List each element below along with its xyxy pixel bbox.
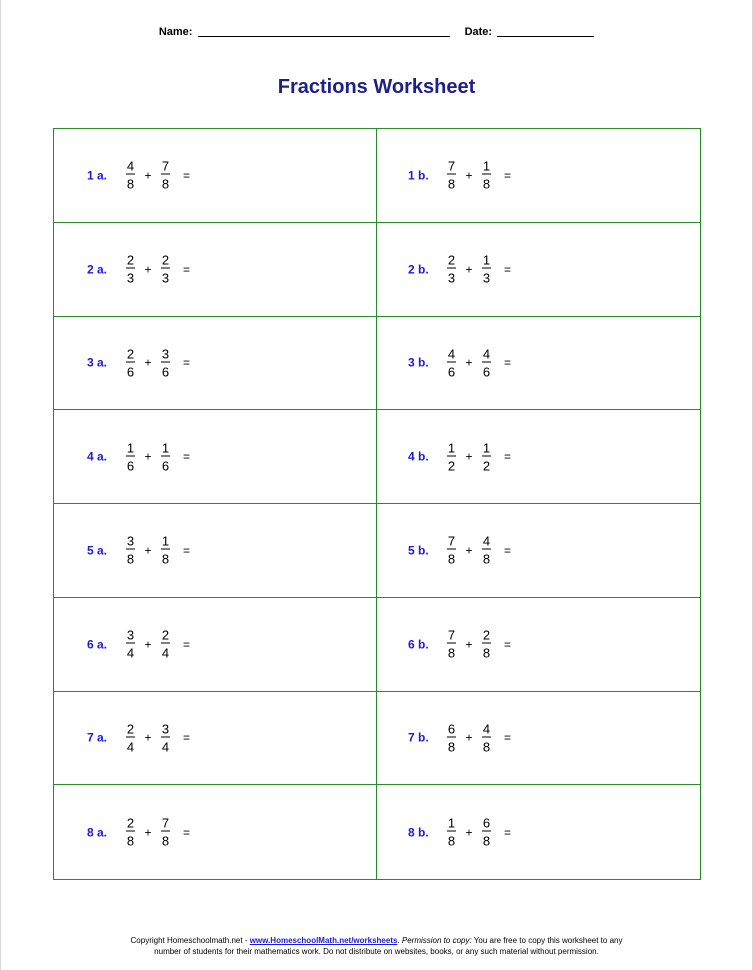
plus-sign: +: [465, 168, 473, 183]
problem-label: 8 a.: [87, 825, 108, 840]
footer-line-1: [0, 935, 753, 946]
fraction-1: [445, 346, 458, 379]
fraction-2: [159, 346, 172, 379]
denominator: 3: [161, 270, 170, 286]
header-line: [0, 26, 753, 38]
plus-sign: +: [465, 543, 473, 558]
numerator: 3: [161, 346, 170, 362]
footer-link[interactable]: www.HomeschoolMath.net/worksheets: [249, 936, 398, 945]
denominator: 8: [447, 551, 456, 567]
problem-label: 7 a.: [87, 730, 108, 745]
fraction-2: [480, 534, 493, 567]
equals-sign: =: [503, 730, 511, 745]
fraction-1: [124, 721, 137, 754]
problem: [87, 346, 190, 379]
plus-sign: +: [465, 730, 473, 745]
fraction-2: [159, 721, 172, 754]
numerator: 6: [482, 815, 491, 831]
equals-sign: =: [503, 355, 511, 370]
denominator: 8: [126, 833, 135, 849]
denominator: 8: [482, 739, 491, 755]
problem: [408, 816, 511, 849]
numerator: 4: [126, 158, 135, 174]
numerator: 2: [126, 815, 135, 831]
problem-cell: [377, 317, 700, 411]
numerator: 4: [482, 721, 491, 737]
problem-cell: [377, 785, 700, 879]
fraction-2: [480, 816, 493, 849]
fraction-2: [480, 253, 493, 286]
denominator: 8: [126, 551, 135, 567]
numerator: 7: [447, 158, 456, 174]
numerator: 1: [161, 533, 170, 549]
problem: [408, 159, 511, 192]
denominator: 3: [447, 270, 456, 286]
denominator: 6: [126, 364, 135, 380]
worksheet-title: Fractions Worksheet: [277, 76, 476, 98]
plus-sign: +: [144, 355, 152, 370]
problem-label: 2 b.: [408, 262, 429, 277]
denominator: 6: [447, 364, 456, 380]
fraction-1: [445, 534, 458, 567]
numerator: 1: [447, 440, 456, 456]
plus-sign: +: [144, 543, 152, 558]
problem-label: 7 b.: [408, 730, 429, 745]
problem-label: 6 a.: [87, 637, 108, 652]
denominator: 8: [161, 176, 170, 192]
plus-sign: +: [465, 449, 473, 464]
numerator: 2: [161, 627, 170, 643]
plus-sign: +: [144, 637, 152, 652]
numerator: 1: [482, 252, 491, 268]
problem-label: 1 a.: [87, 168, 108, 183]
numerator: 3: [161, 721, 170, 737]
plus-sign: +: [144, 730, 152, 745]
problem-label: 3 b.: [408, 355, 429, 370]
fraction-2: [159, 440, 172, 473]
fraction-2: [480, 721, 493, 754]
denominator: 2: [482, 458, 491, 474]
numerator: 6: [447, 721, 456, 737]
problem-cell: [377, 504, 700, 598]
problem-label: 2 a.: [87, 262, 108, 277]
fraction-2: [480, 440, 493, 473]
equals-sign: =: [182, 825, 190, 840]
fraction-2: [480, 159, 493, 192]
equals-sign: =: [182, 543, 190, 558]
problem: [408, 628, 511, 661]
footer-copyright: [0, 935, 753, 957]
denominator: 8: [126, 176, 135, 192]
numerator: 2: [482, 627, 491, 643]
equals-sign: =: [503, 637, 511, 652]
equals-sign: =: [182, 262, 190, 277]
fraction-1: [124, 816, 137, 849]
date-label: Date:: [464, 26, 493, 38]
fraction-1: [124, 253, 137, 286]
fraction-2: [159, 628, 172, 661]
problem-cell: [54, 598, 377, 692]
plus-sign: +: [465, 262, 473, 277]
denominator: 3: [126, 270, 135, 286]
fraction-2: [159, 253, 172, 286]
equals-sign: =: [182, 355, 190, 370]
numerator: 3: [126, 627, 135, 643]
problem-label: 5 a.: [87, 543, 108, 558]
problem-label: 6 b.: [408, 637, 429, 652]
fraction-1: [124, 534, 137, 567]
problem: [87, 628, 190, 661]
fraction-1: [445, 628, 458, 661]
problem-cell: [377, 598, 700, 692]
problem: [87, 440, 190, 473]
denominator: 8: [447, 645, 456, 661]
name-label: Name:: [158, 26, 193, 38]
problem-cell: [54, 223, 377, 317]
fraction-2: [159, 816, 172, 849]
numerator: 2: [126, 721, 135, 737]
numerator: 4: [482, 533, 491, 549]
problem-cell: [377, 223, 700, 317]
footer-separator: .: [397, 936, 402, 945]
numerator: 7: [161, 815, 170, 831]
numerator: 7: [161, 158, 170, 174]
problem-label: 3 a.: [87, 355, 108, 370]
problem: [87, 159, 190, 192]
footer-permission-text: You are free to copy this worksheet to any: [471, 936, 623, 945]
denominator: 6: [126, 458, 135, 474]
fraction-1: [445, 159, 458, 192]
denominator: 6: [161, 364, 170, 380]
problem-label: 4 a.: [87, 449, 108, 464]
denominator: 8: [447, 739, 456, 755]
denominator: 8: [447, 833, 456, 849]
numerator: 1: [482, 440, 491, 456]
numerator: 2: [447, 252, 456, 268]
numerator: 1: [482, 158, 491, 174]
fraction-1: [124, 346, 137, 379]
numerator: 7: [447, 627, 456, 643]
problem-label: 1 b.: [408, 168, 429, 183]
problem-cell: [54, 504, 377, 598]
numerator: 4: [482, 346, 491, 362]
fraction-2: [159, 534, 172, 567]
problem-label: 5 b.: [408, 543, 429, 558]
equals-sign: =: [503, 825, 511, 840]
equals-sign: =: [182, 730, 190, 745]
equals-sign: =: [182, 637, 190, 652]
footer-permission-label: Permission to copy:: [401, 936, 472, 945]
problem: [408, 721, 511, 754]
denominator: 8: [482, 645, 491, 661]
denominator: 2: [447, 458, 456, 474]
numerator: 2: [126, 346, 135, 362]
problem: [408, 253, 511, 286]
denominator: 6: [482, 364, 491, 380]
numerator: 4: [447, 346, 456, 362]
denominator: 8: [447, 176, 456, 192]
problem-grid: [53, 128, 701, 880]
problem-cell: [54, 129, 377, 223]
numerator: 1: [126, 440, 135, 456]
problem-cell: [377, 410, 700, 504]
numerator: 1: [447, 815, 456, 831]
problem: [87, 534, 190, 567]
equals-sign: =: [503, 262, 511, 277]
problem-cell: [54, 692, 377, 786]
fraction-1: [124, 440, 137, 473]
fraction-1: [445, 440, 458, 473]
denominator: 8: [161, 833, 170, 849]
plus-sign: +: [144, 449, 152, 464]
equals-sign: =: [182, 168, 190, 183]
numerator: 3: [126, 533, 135, 549]
problem-label: 8 b.: [408, 825, 429, 840]
date-blank-line[interactable]: [497, 26, 594, 37]
denominator: 8: [161, 551, 170, 567]
plus-sign: +: [465, 637, 473, 652]
denominator: 3: [482, 270, 491, 286]
problem-cell: [377, 129, 700, 223]
plus-sign: +: [144, 825, 152, 840]
fraction-1: [445, 253, 458, 286]
problem: [408, 346, 511, 379]
problem-cell: [377, 692, 700, 786]
fraction-2: [159, 159, 172, 192]
problem-label: 4 b.: [408, 449, 429, 464]
fraction-2: [480, 346, 493, 379]
problem: [408, 440, 511, 473]
plus-sign: +: [144, 168, 152, 183]
problem-cell: [54, 785, 377, 879]
fraction-1: [445, 816, 458, 849]
denominator: 8: [482, 176, 491, 192]
fraction-1: [124, 159, 137, 192]
denominator: 8: [482, 551, 491, 567]
denominator: 4: [126, 645, 135, 661]
equals-sign: =: [182, 449, 190, 464]
fraction-1: [124, 628, 137, 661]
plus-sign: +: [465, 355, 473, 370]
problem: [87, 253, 190, 286]
fraction-2: [480, 628, 493, 661]
numerator: 2: [126, 252, 135, 268]
name-blank-line[interactable]: [198, 26, 450, 37]
numerator: 7: [447, 533, 456, 549]
equals-sign: =: [503, 168, 511, 183]
problem: [87, 816, 190, 849]
numerator: 2: [161, 252, 170, 268]
equals-sign: =: [503, 449, 511, 464]
footer-line-2: number of students for their mathematics work. Do not distribute on websites, books, or any such material without permission.: [154, 947, 599, 956]
footer-copyright-text: Copyright Homeschoolmath.net -: [130, 936, 250, 945]
problem-cell: [54, 410, 377, 504]
numerator: 1: [161, 440, 170, 456]
equals-sign: =: [503, 543, 511, 558]
problem: [87, 721, 190, 754]
denominator: 4: [126, 739, 135, 755]
denominator: 8: [482, 833, 491, 849]
denominator: 6: [161, 458, 170, 474]
problem: [408, 534, 511, 567]
plus-sign: +: [465, 825, 473, 840]
fraction-1: [445, 721, 458, 754]
denominator: 4: [161, 645, 170, 661]
problem-cell: [54, 317, 377, 411]
denominator: 4: [161, 739, 170, 755]
plus-sign: +: [144, 262, 152, 277]
